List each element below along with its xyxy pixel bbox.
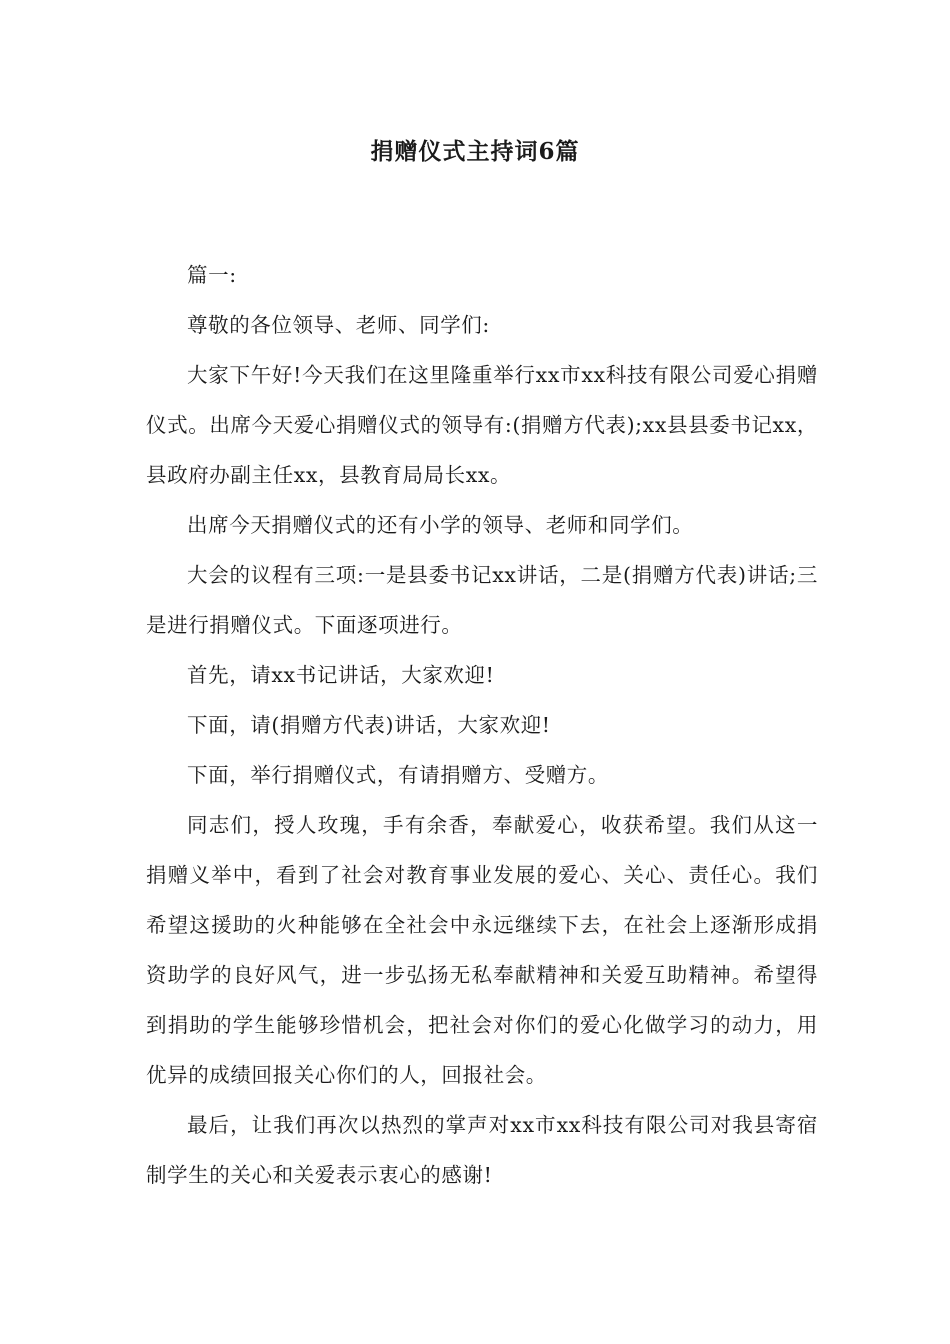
paragraph: 首先，请xx书记讲话，大家欢迎! [187,663,495,687]
document-body [146,250,818,1200]
paragraph: 下面，请(捐赠方代表)讲话，大家欢迎! [187,713,551,737]
paragraph: 最后，让我们再次以热烈的掌声对xx市xx科技有限公司对我县寄宿制学生的关心和关爱表示衷心的感谢! [146,1113,818,1187]
paragraph: 大家下午好!今天我们在这里隆重举行xx市xx科技有限公司爱心捐赠仪式。出席今天爱心捐赠仪式的领导有:(捐赠方代表);xx县县委书记xx，县政府办副主任xx，县教育局局长xx。 [146,363,818,487]
paragraph: 下面，举行捐赠仪式，有请捐赠方、受赠方。 [187,763,609,787]
paragraph: 同志们，授人玫瑰，手有余香，奉献爱心，收获希望。我们从这一捐赠义举中，看到了社会对教育事业发展的爱心、关心、责任心。我们希望这援助的火种能够在全社会中永远继续下去，在社会上逐渐形成捐资助学的良好风气，进一步弘扬无私奉献精神和关爱互助精神。希望得到捐助的学生能够珍惜机会，把社会对你们的爱心化做学习的动力，用优异的成绩回报关心你们的人，回报社会。 [146,813,818,1087]
section-heading: 篇一: [187,263,237,287]
paragraph: 出席今天捐赠仪式的还有小学的领导、老师和同学们。 [187,513,694,537]
document-title: 捐赠仪式主持词6篇 [370,138,580,165]
salutation: 尊敬的各位领导、老师、同学们: [187,313,490,337]
paragraph: 大会的议程有三项:一是县委书记xx讲话，二是(捐赠方代表)讲话;三是进行捐赠仪式。下面逐项进行。 [146,563,818,637]
